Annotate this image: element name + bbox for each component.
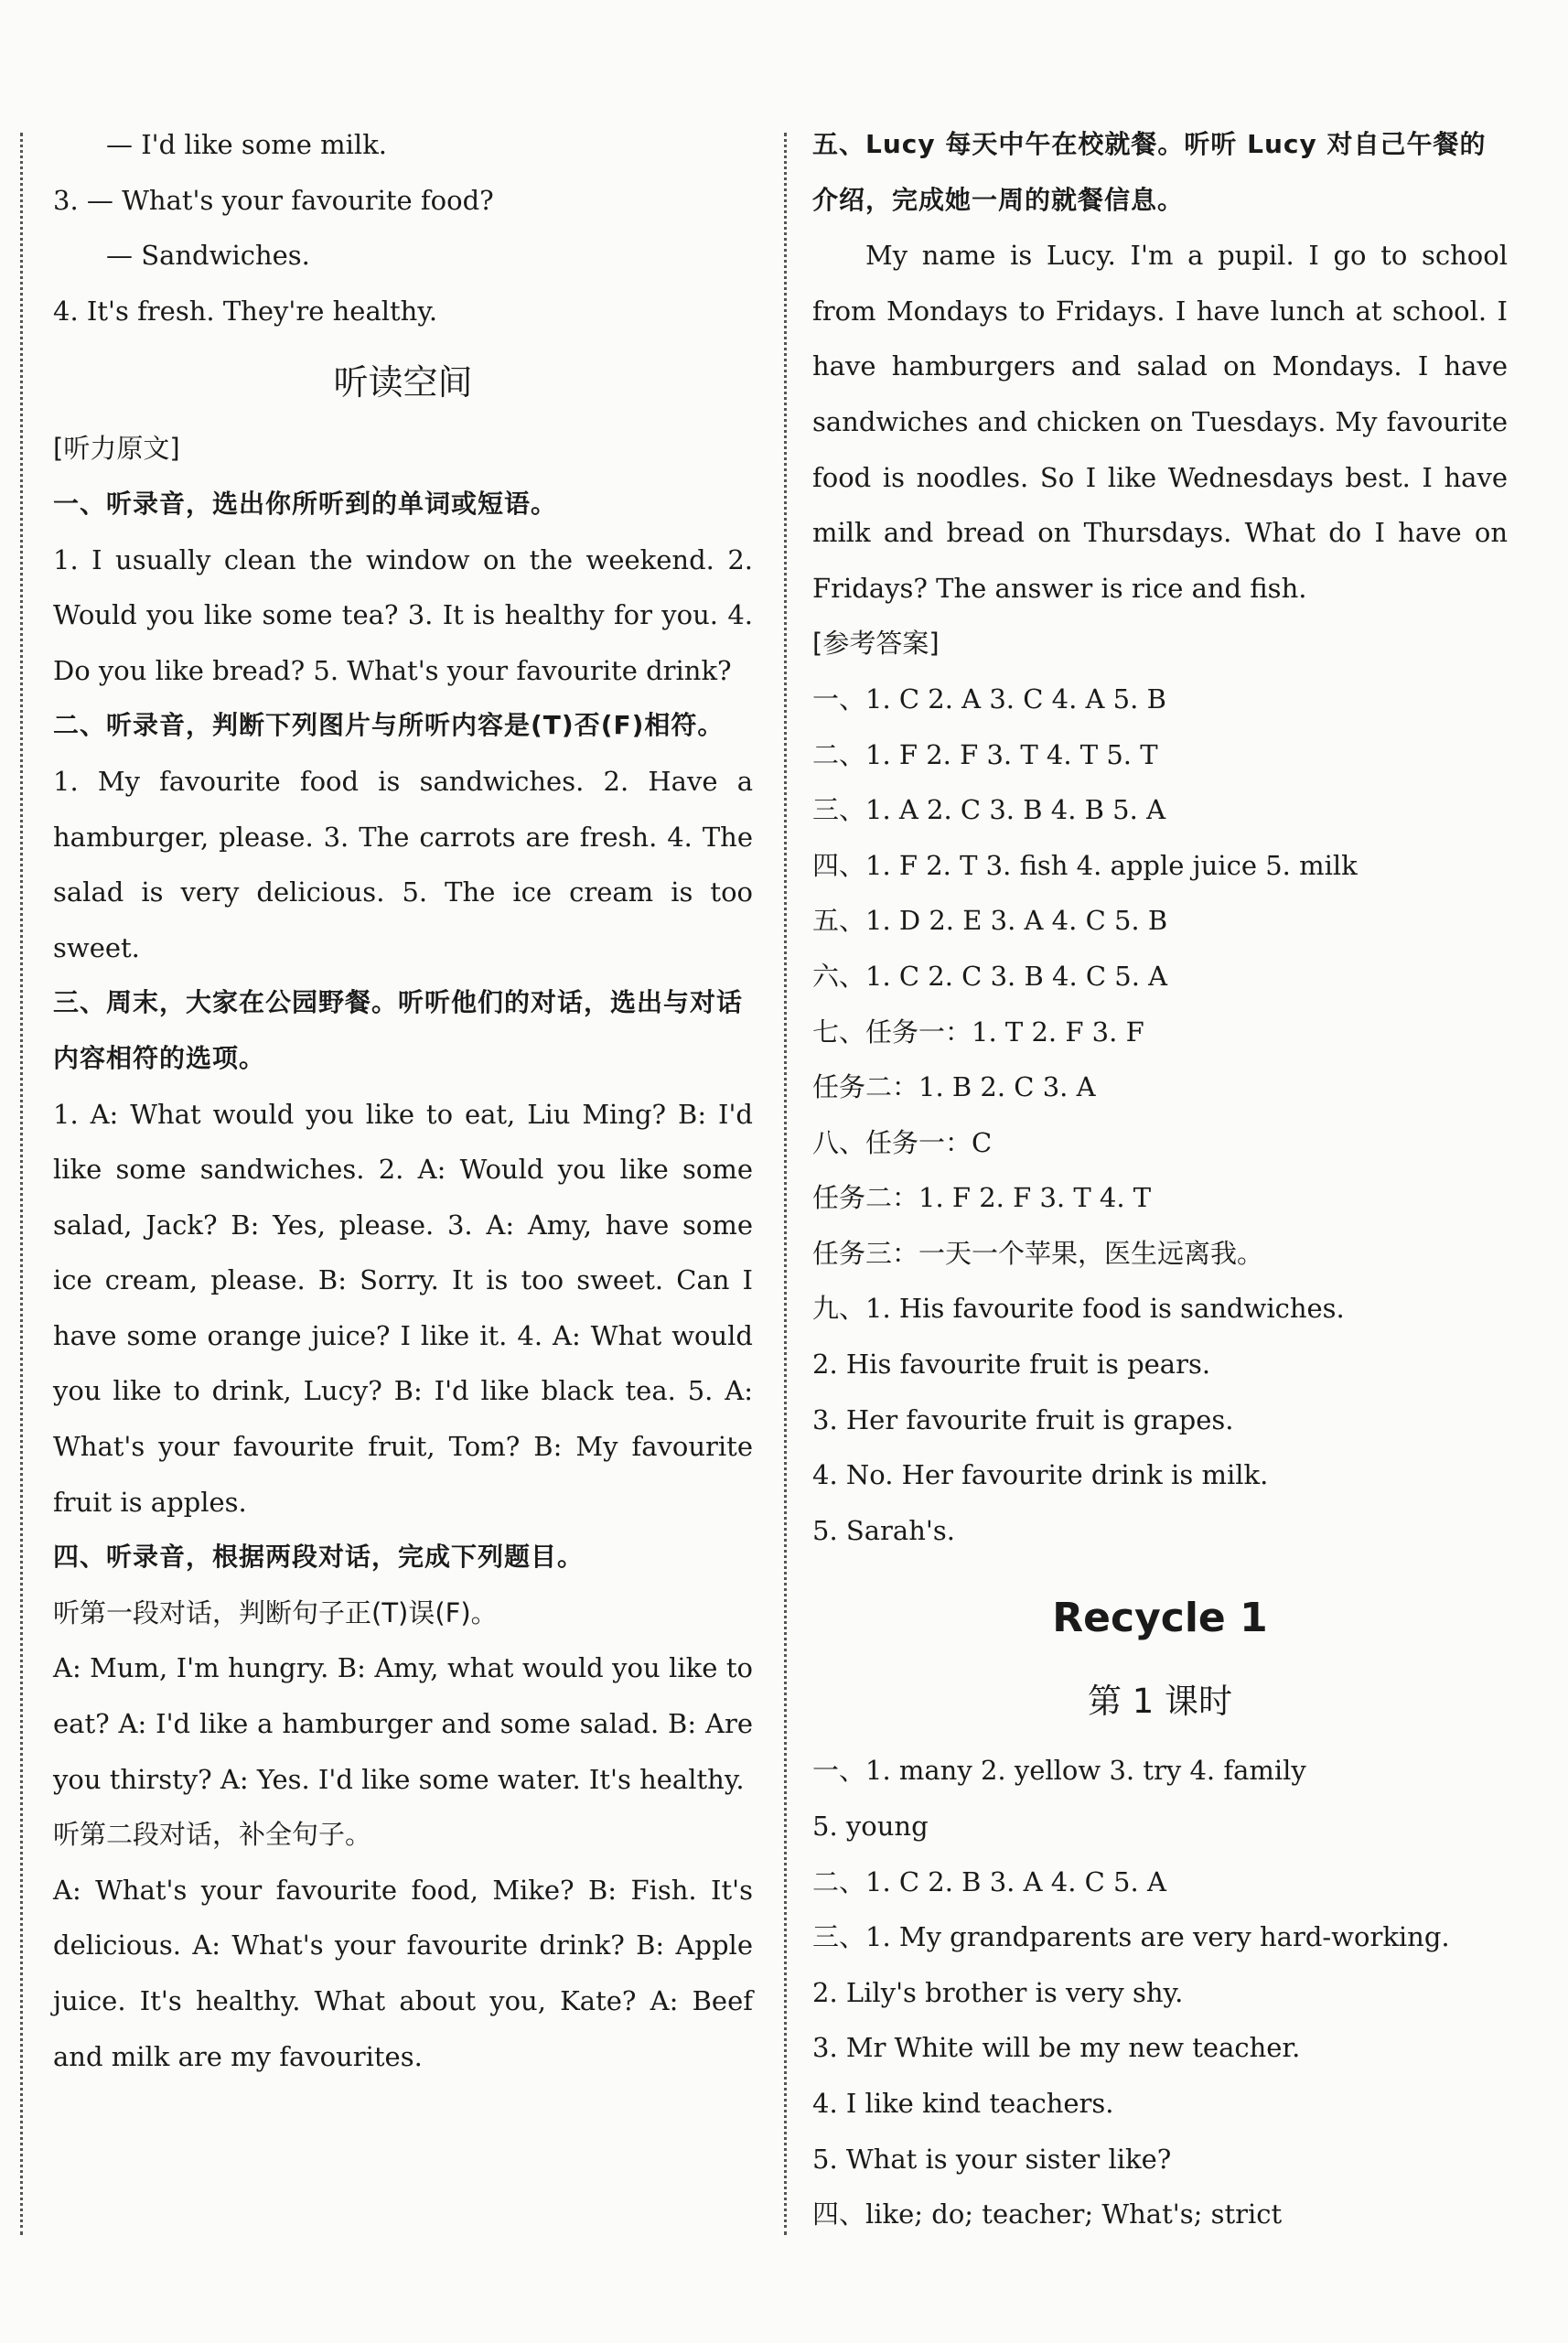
answer-line: 三、1. My grandparents are very hard-working. [812, 1921, 1450, 1953]
question-subtitle: 听第二段对话，补全句子。 [53, 1819, 372, 1851]
answer-line: 4. I like kind teachers. [812, 2088, 1114, 2119]
question-title: 五、Lucy 每天中午在校就餐。听听 Lucy 对自己午餐的介绍，完成她一周的就餐信息。 [812, 129, 1487, 215]
answer-line: 九、1. His favourite food is sandwiches. [812, 1293, 1345, 1325]
text-line: 4. It's fresh. They're healthy. [53, 295, 438, 327]
listening-script-label: [听力原文] [53, 433, 180, 465]
answer-line: 3. Mr White will be my new teacher. [812, 2032, 1301, 2064]
question-subtitle: 听第一段对话，判断句子正(T)误(F)。 [53, 1596, 498, 1628]
question-title: 二、听录音，判断下列图片与所听内容是(T)否(F)相符。 [53, 710, 725, 741]
question-text: 1. My favourite food is sandwiches. 2. Have a hamburger, please. 3. The carrots are fresh. 4. The salad is very delicious. 5. The ice cream is too sweet. [53, 765, 753, 963]
question-text: A: What's your favourite food, Mike? B: Fish. It's delicious. A: What's your favourite drink? B: Apple juice. It's healthy. What about you, Kate? A: Beef and milk are my favourites. [53, 1874, 753, 2072]
answer-line: 3. Her favourite fruit is grapes. [812, 1403, 1234, 1435]
question-title: 四、听录音，根据两段对话，完成下列题目。 [53, 1542, 585, 1573]
answer-line: 三、1. A 2. C 3. B 4. B 5. A [812, 794, 1166, 826]
answer-line: 二、1. F 2. F 3. T 4. T 5. T [812, 738, 1158, 770]
answer-line: 八、任务一：C [812, 1126, 993, 1158]
lesson-title: 第 1 课时 [1087, 1682, 1233, 1722]
answer-line: 一、1. many 2. yellow 3. try 4. family [812, 1755, 1306, 1787]
answer-line: 任务二：1. F 2. F 3. T 4. T [812, 1182, 1152, 1214]
question-text: My name is Lucy. I'm a pupil. I go to school from Mondays to Fridays. I have lunch at school. I have hamburgers and salad on Mondays. I have sandwiches and chicken on Tuesdays. My favourite food is noodles. So I like Wednesdays best. I have milk and bread on Thursdays. What do I have on Fridays? The answer is rice and fish. [812, 240, 1508, 604]
answer-line: 5. young [812, 1811, 929, 1843]
text-line: 3. — What's your favourite food? [53, 184, 494, 216]
answer-line: 2. His favourite fruit is pears. [812, 1349, 1211, 1381]
column-divider [784, 133, 787, 2235]
section-title: 听读空间 [333, 362, 473, 403]
question-text: 1. A: What would you like to eat, Liu Ming? B: I'd like some sandwiches. 2. A: Would you like some salad, Jack? B: Yes, please. 3. A: Amy, have some ice cream, please. B: Sorry. It is too sweet. Can I have some orange juice? I like it. 4. A: What would you like to drink, Lucy? B: I'd like black tea. 5. A: What's your favourite fruit, Tom? B: My favourite fruit is apples. [53, 1098, 753, 1518]
left-column [53, 117, 753, 2084]
question-title: 一、听录音，选出你所听到的单词或短语。 [53, 488, 558, 519]
answer-line: 一、1. C 2. A 3. C 4. A 5. B [812, 682, 1166, 715]
answer-line: 5. Sarah's. [812, 1514, 955, 1546]
answer-line: 任务三：一天一个苹果，医生远离我。 [812, 1237, 1264, 1269]
answer-line: 二、1. C 2. B 3. A 4. C 5. A [812, 1865, 1166, 1897]
answer-line: 4. No. Her favourite drink is milk. [812, 1459, 1269, 1491]
right-column [812, 117, 1508, 2242]
answer-line: 2. Lily's brother is very shy. [812, 1976, 1184, 2008]
answer-line: 五、1. D 2. E 3. A 4. C 5. B [812, 905, 1168, 937]
question-text: 1. I usually clean the window on the weekend. 2. Would you like some tea? 3. It is healthy for you. 4. Do you like bread? 5. What's your favourite drink? [53, 543, 753, 686]
answer-line: 六、1. C 2. C 3. B 4. C 5. A [812, 960, 1168, 992]
question-title: 三、周末，大家在公园野餐。听听他们的对话，选出与对话内容相符的选项。 [53, 987, 744, 1073]
answer-key-label: [参考答案] [812, 628, 940, 660]
unit-title: Recycle 1 [1052, 1595, 1268, 1642]
answer-line: 任务二：1. B 2. C 3. A [812, 1071, 1096, 1103]
text-line: — Sandwiches. [106, 240, 310, 272]
answer-line: 四、1. F 2. T 3. fish 4. apple juice 5. milk [812, 849, 1358, 881]
question-text: A: Mum, I'm hungry. B: Amy, what would you like to eat? A: I'd like a hamburger and some salad. B: Are you thirsty? A: Yes. I'd like some water. It's healthy. [53, 1652, 753, 1795]
text-line: — I'd like some milk. [106, 129, 387, 160]
answer-line: 四、like; do; teacher; What's; strict [812, 2198, 1283, 2230]
answer-line: 5. What is your sister like? [812, 2143, 1172, 2175]
answer-line: 七、任务一：1. T 2. F 3. F [812, 1016, 1144, 1048]
left-margin-rule [20, 133, 23, 2235]
